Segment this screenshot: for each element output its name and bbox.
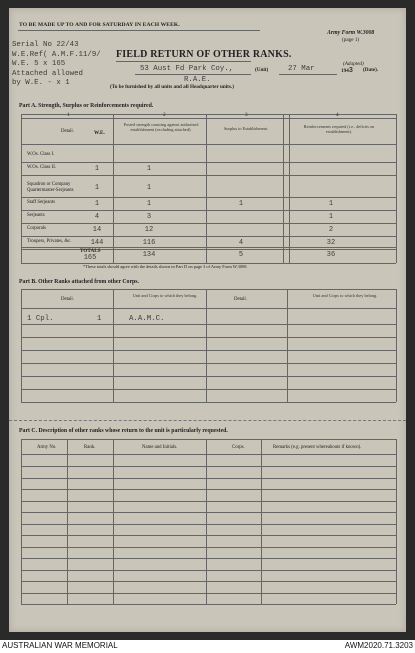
table-rule: [21, 593, 396, 594]
unit-name: 53 Aust Fd Park Coy.,: [140, 65, 234, 73]
part-b-detail-header: Detail.: [61, 297, 74, 302]
totals-label: TOTALS: [80, 248, 101, 254]
part-b-unit-header: Unit and Corps to which they belong.: [132, 293, 198, 298]
table-rule: [21, 570, 396, 571]
table-rule: [21, 376, 396, 377]
part-c-title: Part C. Description of other ranks whose return to the unit is particularly requested.: [19, 428, 228, 434]
cell-posted: 1: [146, 184, 152, 192]
row-rule: [21, 223, 396, 224]
form-title: FIELD RETURN OF OTHER RANKS.: [116, 49, 292, 60]
part-c-col-name: Name and Initials.: [142, 445, 178, 450]
cell-we: 1: [94, 200, 100, 208]
cell-posted: 1: [146, 200, 152, 208]
cell-we: 1: [94, 184, 100, 192]
cell-we: 144: [90, 239, 104, 247]
table-rule: [21, 466, 396, 467]
col-detail-header: Detail.: [61, 129, 74, 134]
we-reference: W.E.Ref( A.M.F.11/9/: [12, 51, 101, 59]
col-reinf-header: Reinforcements required (i.e., deficits on establishment).: [303, 124, 375, 134]
total-posted: 134: [142, 251, 156, 259]
page-number: (page 1): [342, 37, 360, 43]
cell-surplus: 1: [238, 200, 244, 208]
form-number: Army Form W.3008: [327, 30, 375, 36]
row-rule: [21, 210, 396, 211]
part-a-title: Part A. Strength, Surplus or Reinforcements required.: [19, 103, 154, 109]
furnished-note: (To be furnished by all units and all Headquarter units.): [110, 84, 234, 90]
part-c-col-corps: Corps.: [232, 445, 245, 450]
table-rule: [21, 489, 396, 490]
rank-label: Serjeants: [27, 213, 45, 218]
cell-reinf: 32: [326, 239, 336, 247]
date-line: [279, 74, 337, 75]
col-posted-header: Posted strength counting against authorised establishment (excluding attached).: [123, 122, 199, 132]
we-strength: W.E. 5 x 165: [12, 60, 66, 68]
attached-number: 1: [97, 315, 102, 323]
cell-we: 14: [92, 226, 102, 234]
archive-name: AUSTRALIAN WAR MEMORIAL: [2, 641, 118, 650]
table-rule: [21, 363, 396, 364]
table-rule: [21, 389, 396, 390]
total-we: 165: [83, 254, 97, 262]
col-we-header: W.E.: [94, 130, 105, 136]
table-rule: [21, 350, 396, 351]
unit-label: (Unit): [255, 67, 269, 73]
col-num-1: 1: [67, 112, 70, 118]
part-c-col-rank: Rank.: [84, 445, 96, 450]
top-rule: [18, 30, 260, 31]
title-underline: [116, 61, 251, 62]
row-rule: [21, 162, 396, 163]
row-rule: [21, 197, 396, 198]
cell-reinf: 1: [328, 213, 334, 221]
row-rule: [21, 249, 396, 250]
cell-reinf: 1: [328, 200, 334, 208]
table-rule: [21, 524, 396, 525]
table-rule: [21, 547, 396, 548]
table-rule: [21, 402, 396, 403]
attached-detail: 1 Cpl.: [27, 315, 54, 323]
part-b-unit-header-2: Unit and Corps to which they belong.: [312, 293, 378, 298]
part-c-col-army-no: Army No.: [37, 445, 57, 450]
table-rule: [21, 324, 396, 325]
col-surplus-header: Surplus to Establishment.: [223, 126, 269, 131]
army-form-document: [9, 8, 406, 632]
table-rule: [21, 581, 396, 582]
cell-posted: 116: [142, 239, 156, 247]
table-rule: [21, 512, 396, 513]
cell-reinf: 2: [328, 226, 334, 234]
cell-posted: 12: [144, 226, 154, 234]
adapted-note: (Adapted): [343, 61, 364, 67]
totals-note: *These totals should agree with the details shown in Part D on page 3 of Army Form W.3008.: [83, 264, 248, 269]
return-date: 27 Mar: [288, 65, 315, 73]
total-surplus: 5: [238, 251, 244, 259]
row-rule: [21, 236, 396, 237]
rank-label: Squadron or Company Quartermaster-Serjeants: [27, 182, 74, 193]
attached-allowed: Attached allowed: [12, 70, 83, 78]
col-num-4: 4: [336, 112, 339, 118]
table-rule: [21, 478, 396, 479]
unit-line: [135, 74, 251, 75]
table-rule: [21, 535, 396, 536]
fold-line: [9, 420, 406, 421]
top-instruction: TO BE MADE UP TO AND FOR SATURDAY IN EACH WEEK.: [19, 22, 180, 28]
row-rule: [21, 175, 396, 176]
cell-posted: 1: [146, 165, 152, 173]
cell-surplus: 4: [238, 239, 244, 247]
rank-label: W.Os. Class I.: [27, 152, 55, 157]
by-we: by W.E. - x 1: [12, 79, 70, 87]
corps-rae: R.A.E.: [184, 76, 211, 84]
cell-posted: 3: [146, 213, 152, 221]
rank-label: Staff Serjeants: [27, 200, 56, 205]
part-b-detail-header-2: Detail.: [234, 297, 247, 302]
rank-label: Corporals: [27, 226, 46, 231]
archive-footer: [0, 640, 415, 653]
rank-label: Troopers, Privates, &c.: [27, 239, 72, 244]
table-rule: [21, 501, 396, 502]
table-rule: [21, 337, 396, 338]
col-num-3: 3: [245, 112, 248, 118]
cell-we: 1: [94, 165, 100, 173]
part-a-top-rule: [21, 114, 396, 115]
table-rule: [21, 604, 396, 605]
part-b-title: Part B. Other Ranks attached from other Corps.: [19, 279, 139, 285]
cell-we: 4: [94, 213, 100, 221]
table-rule: [21, 558, 396, 559]
serial-number: Serial No 22/43: [12, 41, 79, 49]
total-reinf: 36: [326, 251, 336, 259]
year: 1943: [341, 67, 353, 75]
rank-label: W.Os. Class II.: [27, 165, 57, 170]
attached-unit: A.A.M.C.: [129, 315, 165, 323]
part-c-col-remarks: Remarks (e.g. present whereabouts if known).: [273, 445, 362, 450]
col-num-2: 2: [163, 112, 166, 118]
archive-id: AWM2020.71.3203: [344, 641, 413, 650]
date-label: (Date).: [363, 67, 379, 73]
